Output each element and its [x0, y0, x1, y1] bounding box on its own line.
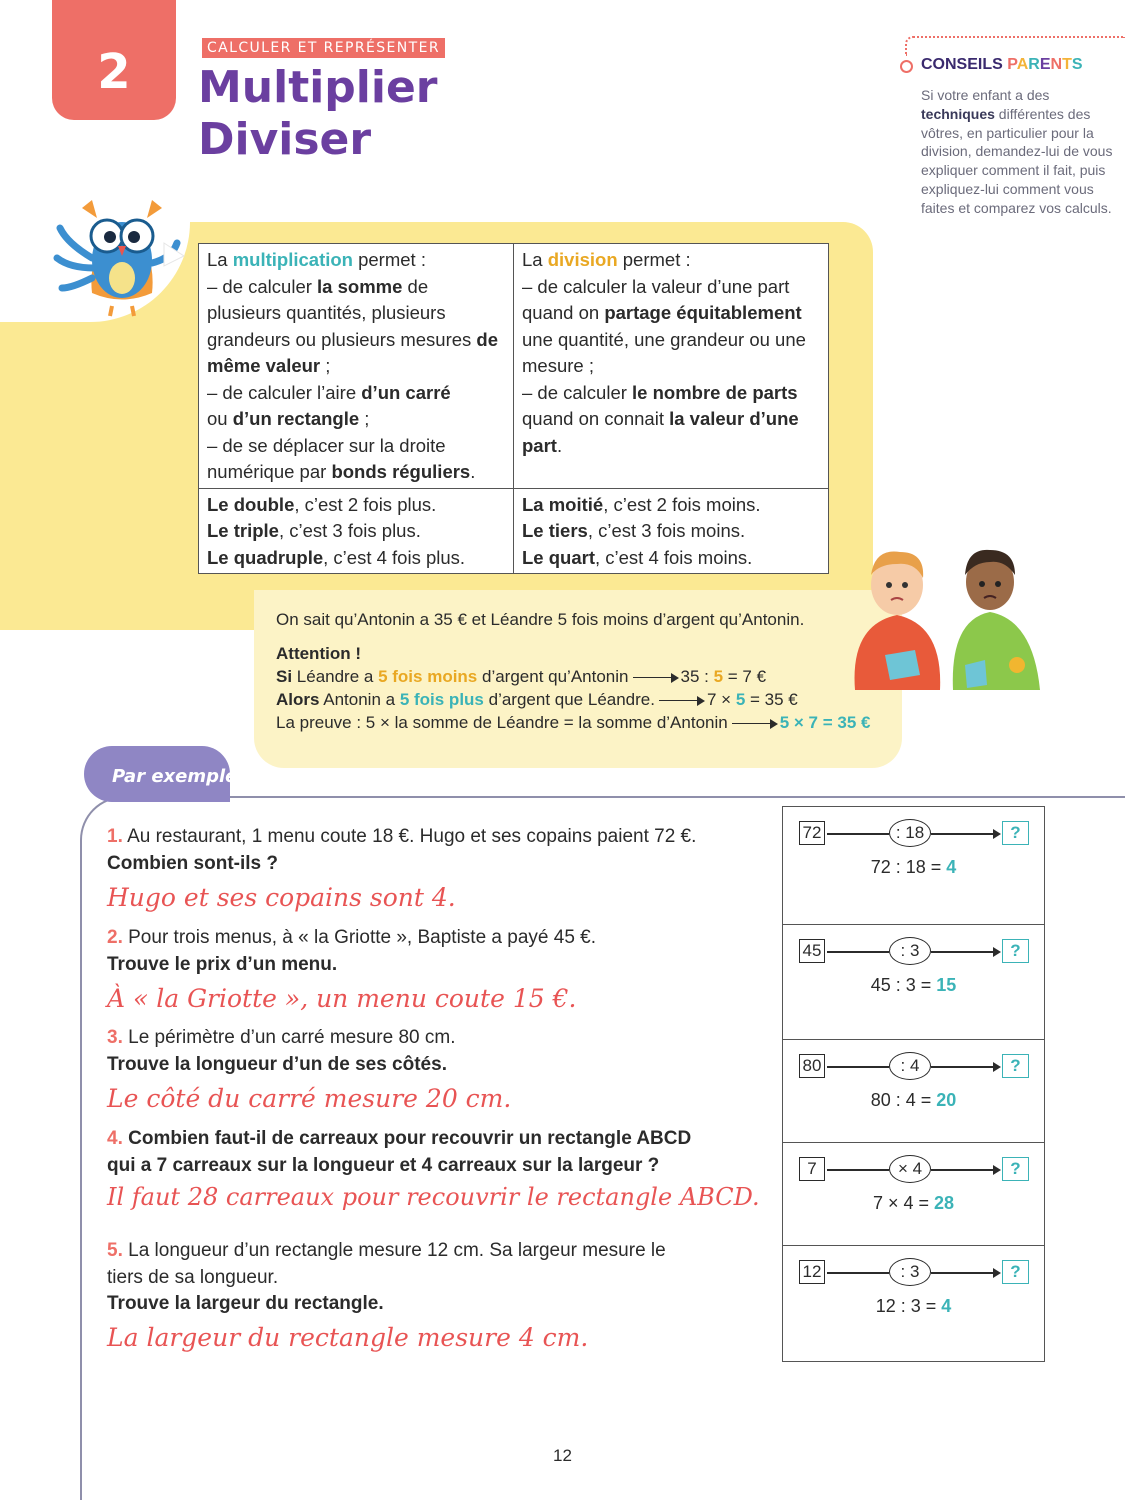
rules-table [198, 243, 829, 574]
problem-number: 2. [107, 927, 123, 948]
text-segment: ou [207, 408, 233, 429]
text-bold: partage équitablement [604, 302, 802, 323]
highlight-five: 5 [713, 667, 724, 686]
problem-number: 1. [107, 826, 123, 847]
connector-line [827, 833, 889, 835]
term-quadruple: Le quadruple [207, 546, 324, 568]
text-bold: bonds réguliers [331, 461, 471, 482]
operator-ellipse: : 3 [889, 1258, 931, 1286]
equation-result: 4 [946, 857, 957, 877]
text-segment: La preuve : 5 × la somme de Léandre = la somme d’Antonin [276, 713, 728, 732]
multiplication-cell [199, 244, 514, 489]
text-segment: d’argent qu’Antonin [477, 667, 629, 686]
page-title-line1: Multiplier [198, 62, 438, 113]
problem-2 [107, 925, 747, 978]
owl-mascot-icon [52, 188, 192, 318]
text-bold: la somme [317, 275, 403, 297]
text-segment: permet : [352, 249, 426, 270]
text-bold: de même valeur [207, 328, 499, 376]
highlight-five-times-more: 5 fois plus [399, 690, 484, 709]
problem-5 [107, 1238, 667, 1318]
attention-label: Attention ! [276, 644, 361, 663]
arrow-right-icon [931, 951, 999, 953]
arrow-right-icon [732, 723, 776, 725]
text-segment: ; [359, 408, 370, 429]
equation-text: 72 : 18 = [870, 857, 947, 877]
problem-4 [107, 1126, 717, 1179]
division-cell [514, 244, 829, 489]
unknown-box: ? [1002, 1157, 1029, 1181]
operator-diagram [783, 1143, 1044, 1246]
term-triple: Le triple [207, 520, 279, 541]
unknown-box: ? [1002, 1260, 1029, 1284]
text-segment: ; [320, 355, 331, 376]
problem-text: Au restaurant, 1 menu coute 18 €. Hugo et ses copains paient 72 €. [122, 826, 697, 847]
text-bold: d’un rectangle [232, 408, 360, 429]
less-times-cell [514, 488, 829, 574]
info-line-si [276, 667, 766, 687]
answer-3: Le côté du carré mesure 20 cm. [107, 1084, 512, 1113]
chapter-tab [52, 0, 176, 120]
start-value-box: 80 [799, 1054, 825, 1078]
conseils-text [921, 86, 1121, 218]
text-segment: – de calculer l’aire [207, 381, 362, 403]
equation-result: 20 [936, 1090, 957, 1110]
text-bold: Si [276, 667, 293, 686]
text-bold: Alors [276, 690, 320, 709]
text-segment: – de calculer [522, 381, 633, 403]
info-line-alors [276, 690, 798, 710]
rules-row-definitions [199, 244, 829, 489]
term-tiers: Le tiers [522, 520, 588, 541]
section-tag: CALCULER ET REPRÉSENTER [202, 38, 445, 58]
text-segment: , c’est 2 fois plus. [294, 493, 437, 515]
text-segment: , c’est 4 fois moins. [594, 546, 753, 568]
text-segment: , c’est 3 fois plus. [278, 520, 421, 541]
unknown-box: ? [1002, 821, 1029, 845]
example-tab-label: Par exemple [112, 766, 238, 787]
conseils-word: CONSEILS [921, 56, 1003, 73]
start-value-box: 72 [799, 821, 825, 845]
text-segment: Si votre enfant a des [921, 87, 1050, 103]
term-moitie: La moitié [522, 493, 604, 515]
equation-text: 12 : 3 = [875, 1296, 942, 1316]
page-number: 12 [553, 1446, 572, 1465]
highlight-five-times-less: 5 fois moins [378, 667, 478, 686]
conseils-title [921, 56, 1083, 74]
page-title-line2: Diviser [198, 114, 372, 165]
operator-diagram [783, 925, 1044, 1040]
start-value-box: 12 [799, 1260, 825, 1284]
equation-result: 28 [934, 1193, 955, 1213]
operator-diagram [783, 807, 1044, 925]
equation-text: 45 : 3 = [870, 975, 937, 995]
arrow-right-icon [931, 833, 999, 835]
operator-ellipse: : 3 [889, 937, 931, 965]
diagram-equation [783, 975, 1044, 996]
operator-diagram [783, 1040, 1044, 1143]
equation-result: 15 [936, 975, 957, 995]
text-segment: . [470, 461, 476, 482]
problem-text: Le périmètre d’un carré mesure 80 cm. [122, 1027, 456, 1048]
keyword-multiplication: multiplication [232, 249, 353, 270]
problem-number: 4. [107, 1128, 123, 1149]
problem-question: Trouve la largeur du rectangle. [107, 1293, 384, 1314]
more-times-cell [199, 488, 514, 574]
equation-text: 80 : 4 = [870, 1090, 937, 1110]
parents-letter: S [1071, 56, 1083, 73]
text-segment: . [556, 434, 563, 456]
text-segment: , c’est 2 fois moins. [603, 493, 761, 515]
text-bold: le nombre de parts [632, 381, 798, 403]
problem-number: 3. [107, 1027, 123, 1048]
term-double: Le double [207, 493, 295, 515]
text-segment: – de calculer [207, 275, 318, 297]
term-quart: Le quart [522, 546, 595, 568]
problem-question: Trouve le prix d’un menu. [107, 953, 338, 975]
problem-text: La longueur d’un rectangle mesure 12 cm. Sa largeur mesure le tiers de sa longueur. [107, 1240, 666, 1288]
problem-question: Trouve la longueur d’un de ses côtés. [107, 1053, 447, 1075]
text-segment: La [522, 249, 548, 270]
parents-letter: A [1016, 56, 1029, 73]
text-segment: , c’est 3 fois moins. [587, 520, 746, 541]
parents-letter: R [1028, 56, 1040, 73]
proof-calculation: 5 × 7 = 35 € [779, 713, 871, 732]
text-segment: différentes des vôtres, en particulier pour la division, demandez-lui de vous expliquer comment il fait, puis expliquez-lui comment vous faites et comparez vos calculs. [921, 105, 1113, 216]
text-segment: – de calculer la valeur d’une part quand on [522, 275, 790, 323]
diagram-equation [783, 857, 1044, 878]
unknown-box: ? [1002, 1054, 1029, 1078]
answer-5: La largeur du rectangle mesure 4 cm. [107, 1323, 589, 1352]
operator-diagram [783, 1246, 1044, 1361]
connector-line [827, 1169, 889, 1171]
dotted-connector [905, 36, 1125, 56]
diagram-equation [783, 1193, 1044, 1214]
connector-line [827, 1066, 889, 1068]
info-statement: On sait qu’Antonin a 35 € et Léandre 5 fois moins d’argent qu’Antonin. [276, 610, 805, 629]
connector-line [827, 951, 889, 953]
connector-line [827, 1272, 889, 1274]
text-bold: la valeur d’une part [522, 408, 799, 456]
problem-number: 5. [107, 1240, 123, 1261]
text-bold: d’un carré [361, 381, 451, 403]
problem-3 [107, 1025, 747, 1078]
start-value-box: 7 [799, 1157, 825, 1181]
arrow-right-icon [931, 1066, 999, 1068]
parents-letter: P [1007, 56, 1017, 73]
chapter-number: 2 [97, 44, 131, 100]
text-segment: = 7 € [723, 667, 767, 686]
text-segment: quand on connait [522, 408, 670, 429]
arrow-right-icon [931, 1272, 999, 1274]
problem-question: Combien faut-il de carreaux pour recouvrir un rectangle ABCD qui a 7 carreaux sur la longueur et 4 carreaux sur la largeur ? [107, 1128, 692, 1176]
arrow-right-icon [931, 1169, 999, 1171]
parents-word [1007, 56, 1082, 73]
problem-question: Combien sont-ils ? [107, 852, 278, 874]
text-bold: techniques [921, 105, 995, 122]
parents-letter: E [1039, 56, 1051, 73]
text-segment: 35 : [680, 667, 714, 686]
answer-4: Il faut 28 carreaux pour recouvrir le rectangle ABCD. [107, 1183, 760, 1211]
operator-ellipse: : 4 [889, 1052, 931, 1080]
text-segment: – de se déplacer sur la droite numérique par [207, 434, 446, 482]
equation-text: 7 × 4 = [872, 1193, 935, 1213]
circle-bullet-icon [900, 60, 913, 73]
text-segment: Antonin a [319, 690, 400, 709]
text-segment: une quantité, une grandeur ou une mesure ; [522, 328, 806, 376]
highlight-five: 5 [735, 690, 746, 709]
equation-result: 4 [941, 1296, 952, 1316]
text-segment: 7 × [706, 690, 736, 709]
problem-1 [107, 824, 747, 877]
text-segment: = 35 € [745, 690, 798, 709]
diagram-equation [783, 1296, 1044, 1317]
text-segment: Léandre a [292, 667, 379, 686]
answer-1: Hugo et ses copains sont 4. [107, 883, 456, 912]
answer-2: À « la Griotte », un menu coute 15 €. [107, 984, 577, 1013]
operator-diagrams [782, 806, 1045, 1362]
arrow-right-icon [659, 700, 703, 702]
parents-letter: T [1062, 56, 1072, 73]
text-segment: , c’est 4 fois plus. [323, 546, 466, 568]
text-segment: d’argent que Léandre. [483, 690, 655, 709]
parents-letter: N [1050, 56, 1063, 73]
problem-text: Pour trois menus, à « la Griotte », Baptiste a payé 45 €. [122, 927, 597, 948]
keyword-division: division [547, 249, 618, 270]
unknown-box: ? [1002, 939, 1029, 963]
operator-ellipse: : 18 [889, 819, 931, 847]
text-segment: permet : [617, 249, 691, 270]
arrow-right-icon [633, 677, 677, 679]
operator-ellipse: × 4 [889, 1155, 931, 1183]
text-segment: de plusieurs quantités, plusieurs grandeurs ou plusieurs mesures [207, 275, 477, 350]
rules-row-vocabulary [199, 488, 829, 574]
info-line-preuve [276, 713, 870, 733]
diagram-equation [783, 1090, 1044, 1111]
children-illustration [845, 540, 1045, 695]
start-value-box: 45 [799, 939, 825, 963]
text-segment: La [207, 249, 233, 270]
